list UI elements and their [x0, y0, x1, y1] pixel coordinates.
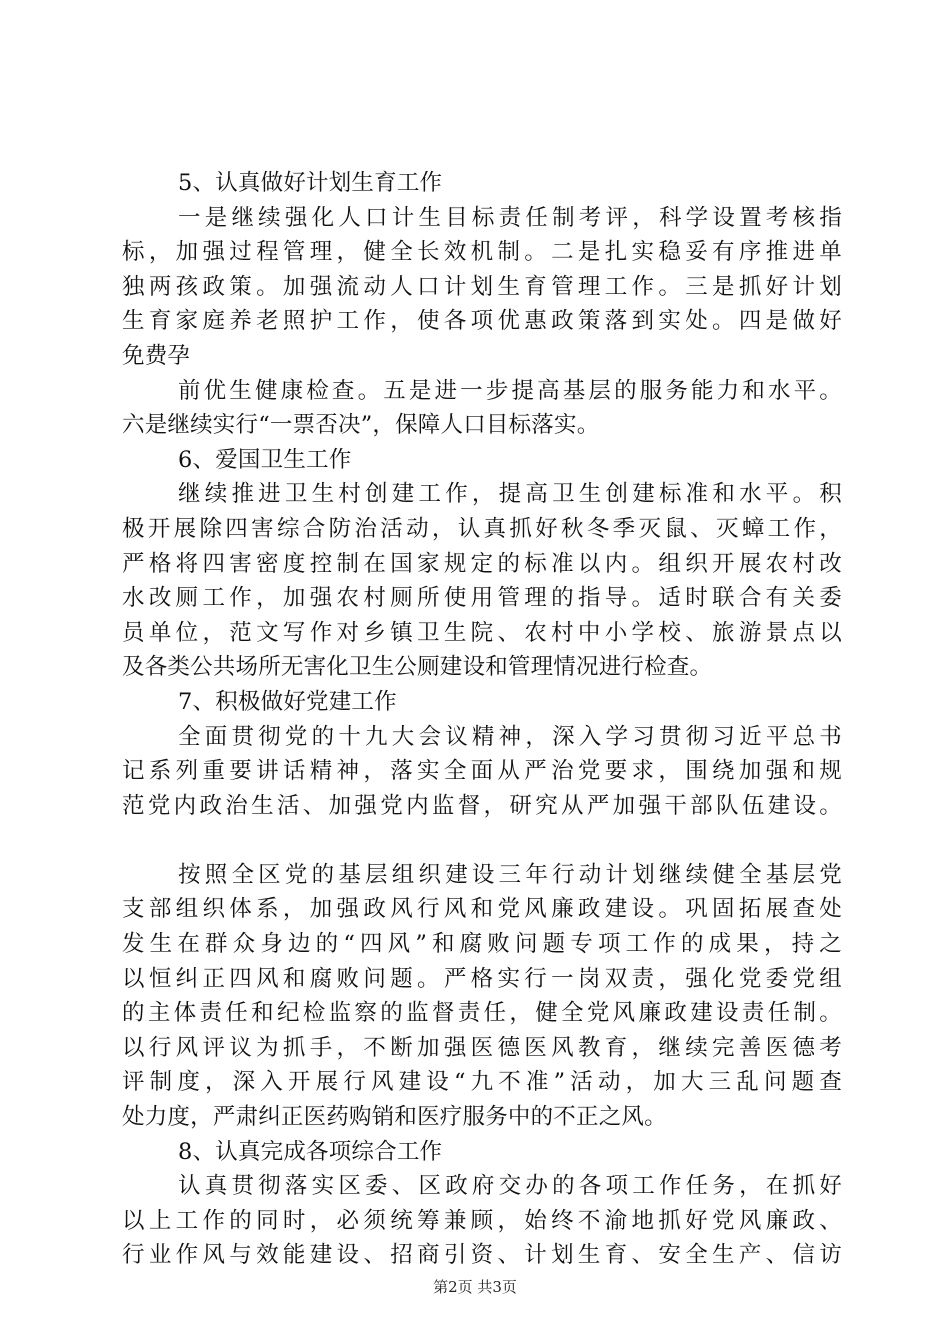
text-line: 按照全区党的基层组织建设三年行动计划继续健全基层党: [178, 861, 842, 888]
text-line: 行业作风与效能建设、招商引资、计划生育、安全生产、信访: [122, 1242, 842, 1269]
text-line: 以恒纠正四风和腐败问题。严格实行一岗双责，强化党委党组: [122, 965, 842, 992]
text-line: 严格将四害密度控制在国家规定的标准以内。组织开展农村改: [122, 550, 842, 577]
text-line: 认真贯彻落实区委、区政府交办的各项工作任务，在抓好: [178, 1173, 842, 1200]
text-line: 8、认真完成各项综合工作: [178, 1138, 443, 1165]
text-line: 以上工作的同时，必须统筹兼顾，始终不渝地抓好党风廉政、: [122, 1207, 842, 1234]
text-line: 7、积极做好党建工作: [178, 688, 397, 715]
text-line: 水改厕工作，加强农村厕所使用管理的指导。适时联合有关委: [122, 585, 842, 612]
text-line: 免费孕: [122, 342, 191, 369]
text-line: 5、认真做好计划生育工作: [178, 170, 443, 196]
text-line: 发生在群众身边的“四风”和腐败问题专项工作的成果，持之: [122, 931, 842, 958]
text-line: 继续推进卫生村创建工作，提高卫生创建标准和水平。积: [178, 481, 842, 508]
text-line: 评制度，深入开展行风建设“九不准”活动，加大三乱问题查: [122, 1069, 842, 1096]
text-line: 全面贯彻党的十九大会议精神，深入学习贯彻习近平总书: [178, 723, 842, 750]
document-body: [122, 166, 842, 1273]
text-line: 极开展除四害综合防治活动，认真抓好秋冬季灭鼠、灭蟑工作，: [122, 515, 842, 542]
text-line: 前优生健康检查。五是进一步提高基层的服务能力和水平。: [178, 377, 842, 404]
text-line: 标，加强过程管理，健全长效机制。二是扎实稳妥有序推进单: [122, 239, 842, 266]
text-line: 员单位，范文写作对乡镇卫生院、农村中小学校、旅游景点以: [122, 619, 842, 646]
text-line: 记系列重要讲话精神，落实全面从严治党要求，围绕加强和规: [122, 758, 842, 785]
text-line: 生育家庭养老照护工作，使各项优惠政策落到实处。四是做好: [122, 308, 842, 335]
text-line: 独两孩政策。加强流动人口计划生育管理工作。三是抓好计划: [122, 273, 842, 300]
text-line: 的主体责任和纪检监察的监督责任，健全党风廉政建设责任制。: [122, 1000, 842, 1027]
text-line: 六是继续实行“一票否决”，保障人口目标落实。: [122, 412, 600, 439]
text-line: 以行风评议为抓手，不断加强医德医风教育，继续完善医德考: [122, 1034, 842, 1061]
blank-line: [122, 823, 842, 858]
text-line: 一是继续强化人口计生目标责任制考评，科学设置考核指: [178, 204, 842, 231]
text-line: 6、爱国卫生工作: [178, 446, 352, 473]
text-line: 处力度，严肃纠正医药购销和医疗服务中的不正之风。: [122, 1104, 667, 1131]
text-line: 支部组织体系，加强政风行风和党风廉政建设。巩固拓展查处: [122, 896, 842, 923]
text-line: 范党内政治生活、加强党内监督，研究从严加强干部队伍建设。: [122, 792, 842, 819]
page-footer: 第2页 共3页: [433, 1278, 517, 1296]
text-line: 及各类公共场所无害化卫生公厕建设和管理情况进行检查。: [122, 654, 713, 681]
